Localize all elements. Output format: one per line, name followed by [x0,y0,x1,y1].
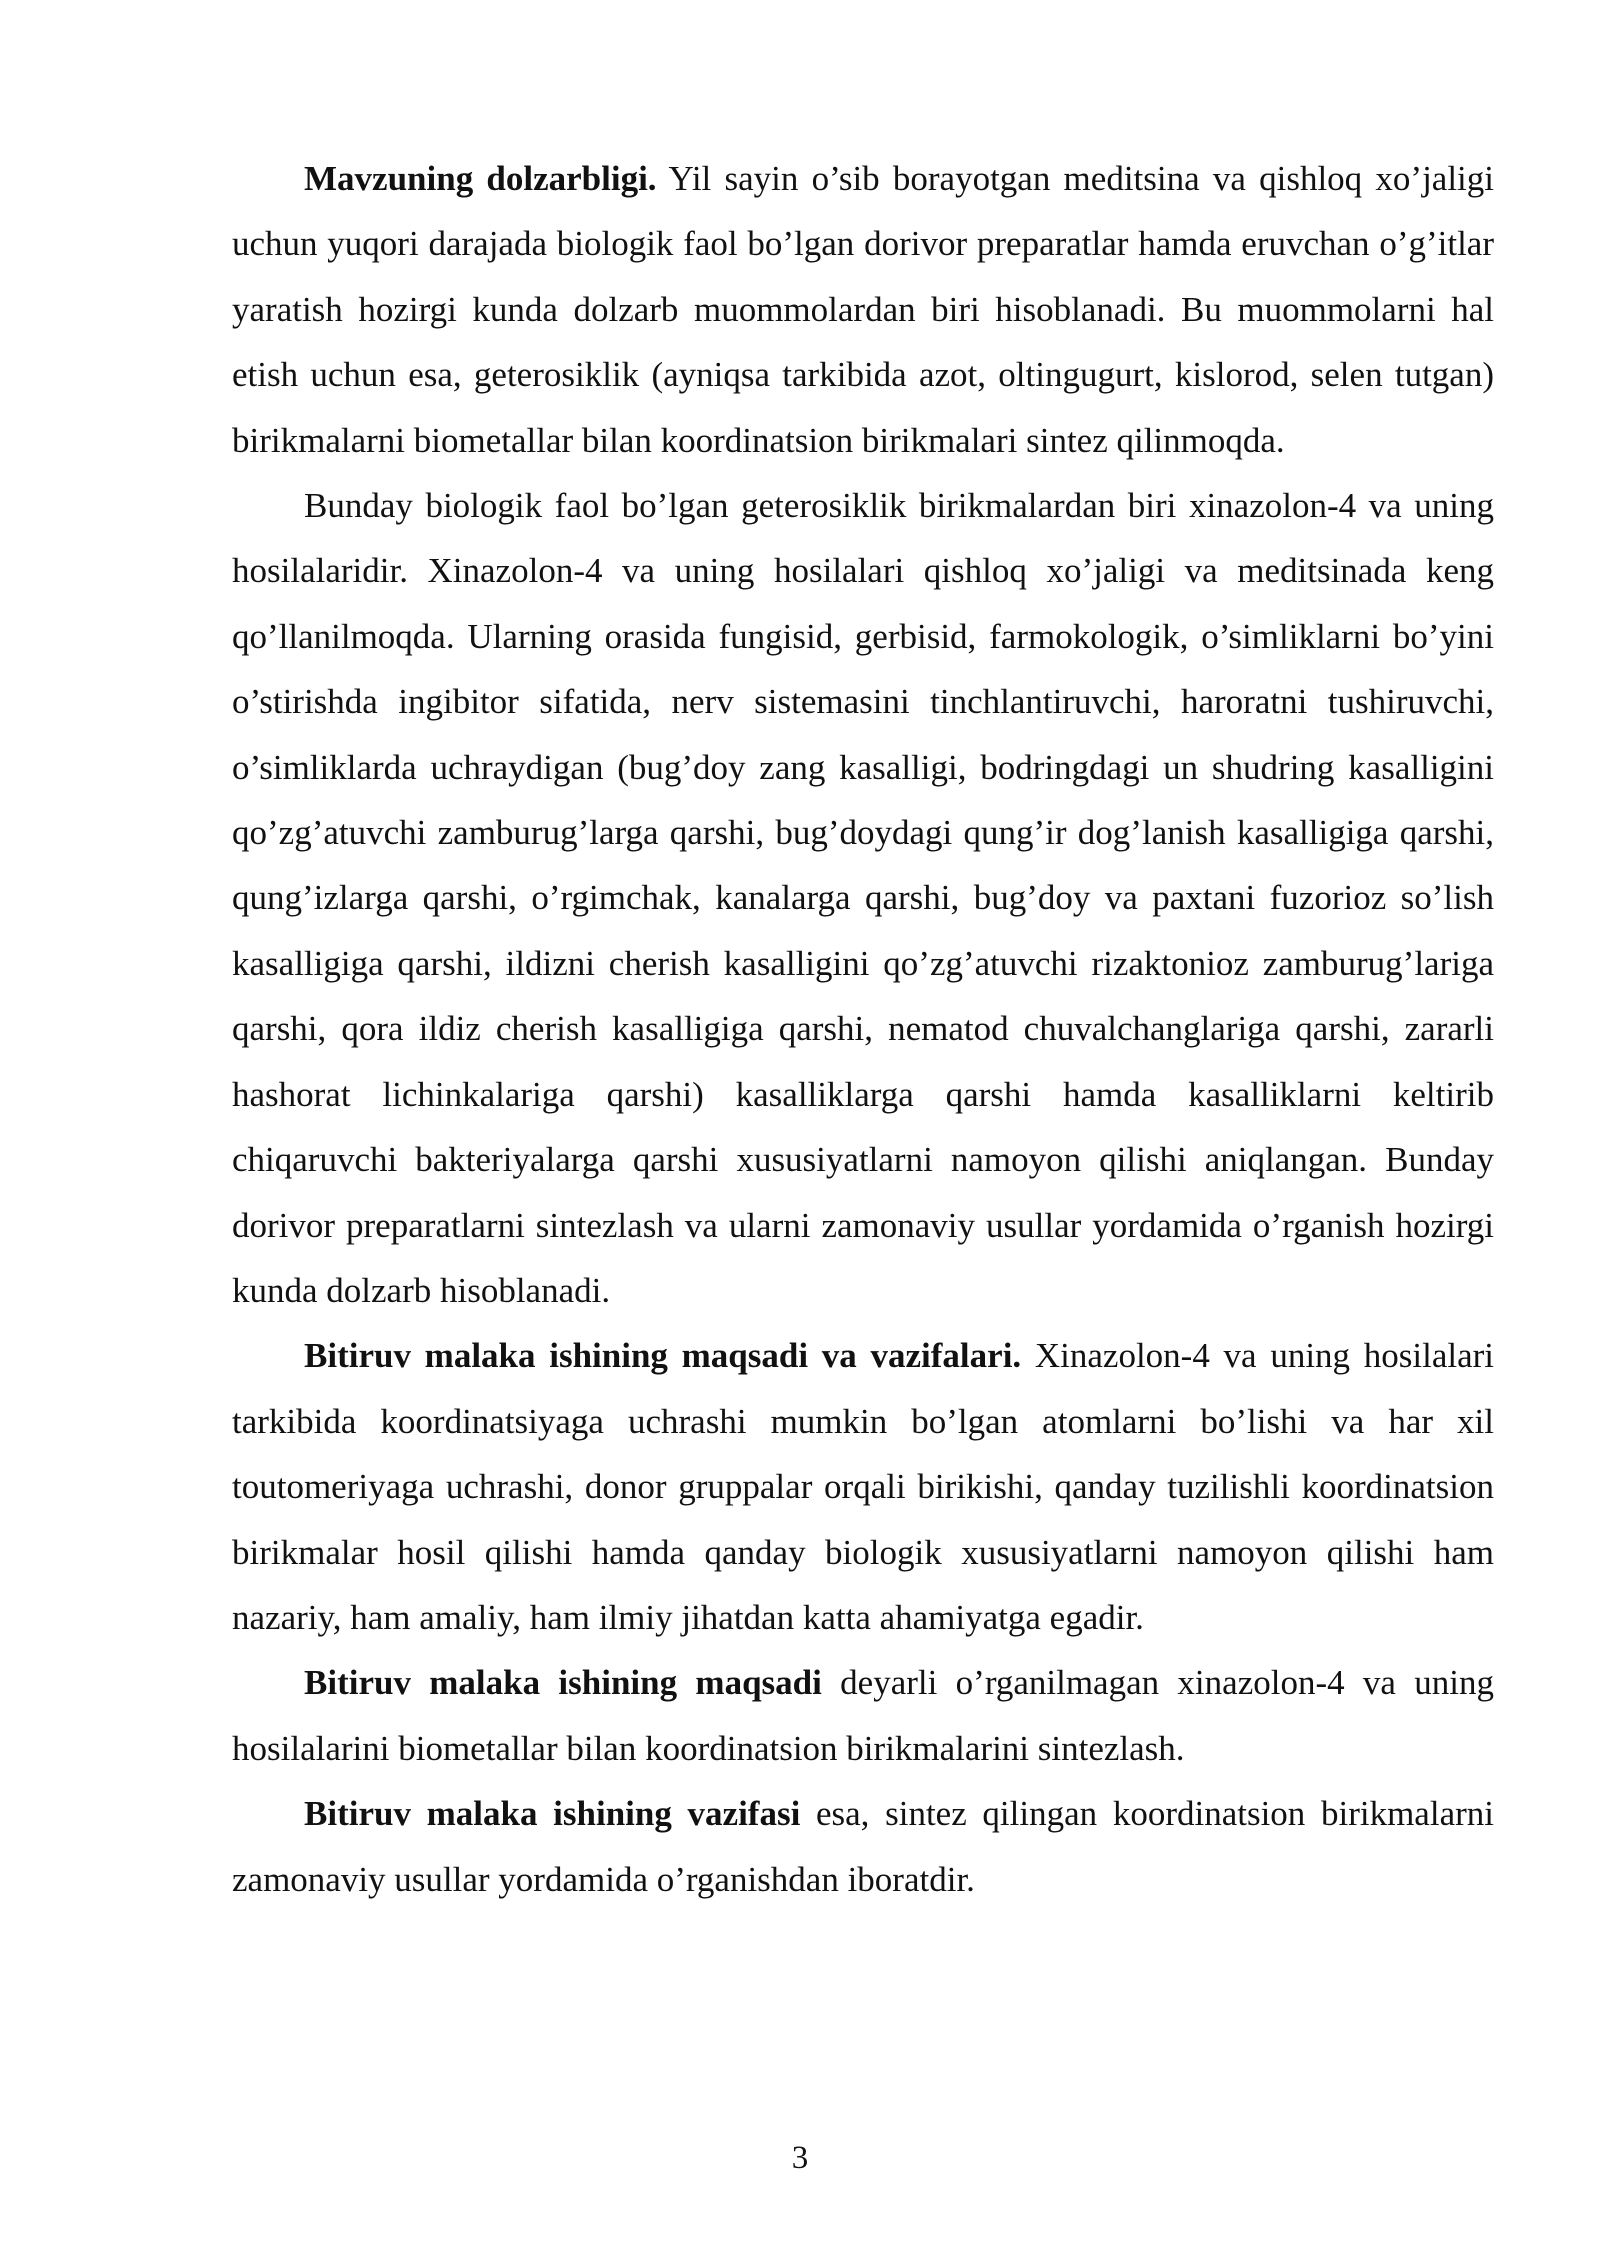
paragraph-text: esa, sintez qilingan koordinatsion birikmalarni zamonaviy usullar yordamida o’rganishdan iboratdir. [232,1794,1494,1899]
document-body [232,146,1494,1912]
paragraph-heading: Bitiruv malaka ishining maqsadi va vazifalari. [304,1336,1022,1376]
paragraph-goals-tasks [232,1323,1494,1650]
paragraph-task [232,1781,1494,1912]
paragraph-relevance [232,146,1494,473]
paragraph-heading: Bitiruv malaka ishining vazifasi [304,1794,801,1834]
paragraph-heading: Mavzuning dolzarbligi. [304,159,657,198]
paragraph-text: Yil sayin o’sib borayotgan meditsina va qishloq xo’jaligi uchun yuqori darajada biologik faol bo’lgan dorivor preparatlar hamda eruvchan o’g’itlar yaratish hozirgi kunda dolzarb muommolardan biri hisoblanadi. Bu muommolarni hal etish uchun esa, geterosiklik (ayniqsa tarkibida azot, oltingugurt, kislorod, selen tutgan) birikmalarni biometallar bilan koordinatsion birikmalari sintez qilinmoqda. [232,159,1494,460]
paragraph-goal [232,1650,1494,1781]
page-number: 3 [791,2140,809,2176]
paragraph-text: Bunday biologik faol bo’lgan geterosiklik birikmalardan biri xinazolon-4 va uning hosilalaridir. Xinazolon-4 va uning hosilalari qishloq xo’jaligi va meditsinada keng qo’llanilmoqda. Ularning orasida fungisid, gerbisid, farmokologik, o’simliklarni bo’yini o’stirishda ingibitor sifatida, nerv sistemasini tinchlantiruvchi, haroratni tushiruvchi, o’simliklarda uchraydigan (bug’doy zang kasalligi, bodringdagi un shudring kasalligini qo’zg’atuvchi zamburug’larga qarshi, bug’doydagi qung’ir dog’lanish kasalligiga qarshi, qung’izlarga qarshi, o’rgimchak, kanalarga qarshi, bug’doy va paxtani fuzorioz so’lish kasalligiga qarshi, ildizni cherish kasalligini qo’zg’atuvchi rizaktonioz zamburug’lariga qarshi, qora ildiz cherish kasalligiga qarshi, nematod chuvalchanglariga qarshi, zararli hashorat lichinkalariga qarshi) kasalliklarga qarshi hamda kasalliklarni keltirib chiqaruvchi bakteriyalarga qarshi xususiyatlarni namoyon qilishi aniqlangan. Bunday dorivor preparatlarni sintezlash va ularni zamonaviy usullar yordamida o’rganish hozirgi kunda dolzarb hisoblanadi. [232,486,1494,1310]
paragraph-heading: Bitiruv malaka ishining maqsadi [304,1663,822,1703]
paragraph-quinazolone [232,473,1494,1323]
paragraph-text: deyarli o’rganilmagan xinazolon-4 va uning hosilalarini biometallar bilan koordinatsion birikmalarini sintezlash. [232,1663,1494,1768]
paragraph-text: Xinazolon-4 va uning hosilalari tarkibida koordinatsiyaga uchrashi mumkin bo’lgan atomlarni bo’lishi va har xil toutomeriyaga uchrashi, donor gruppalar orqali birikishi, qanday tuzilishli koordinatsion birikmalar hosil qilishi hamda qanday biologik xususiyatlarni namoyon qilishi ham nazariy, ham amaliy, ham ilmiy jihatdan katta ahamiyatga egadir. [232,1336,1495,1637]
